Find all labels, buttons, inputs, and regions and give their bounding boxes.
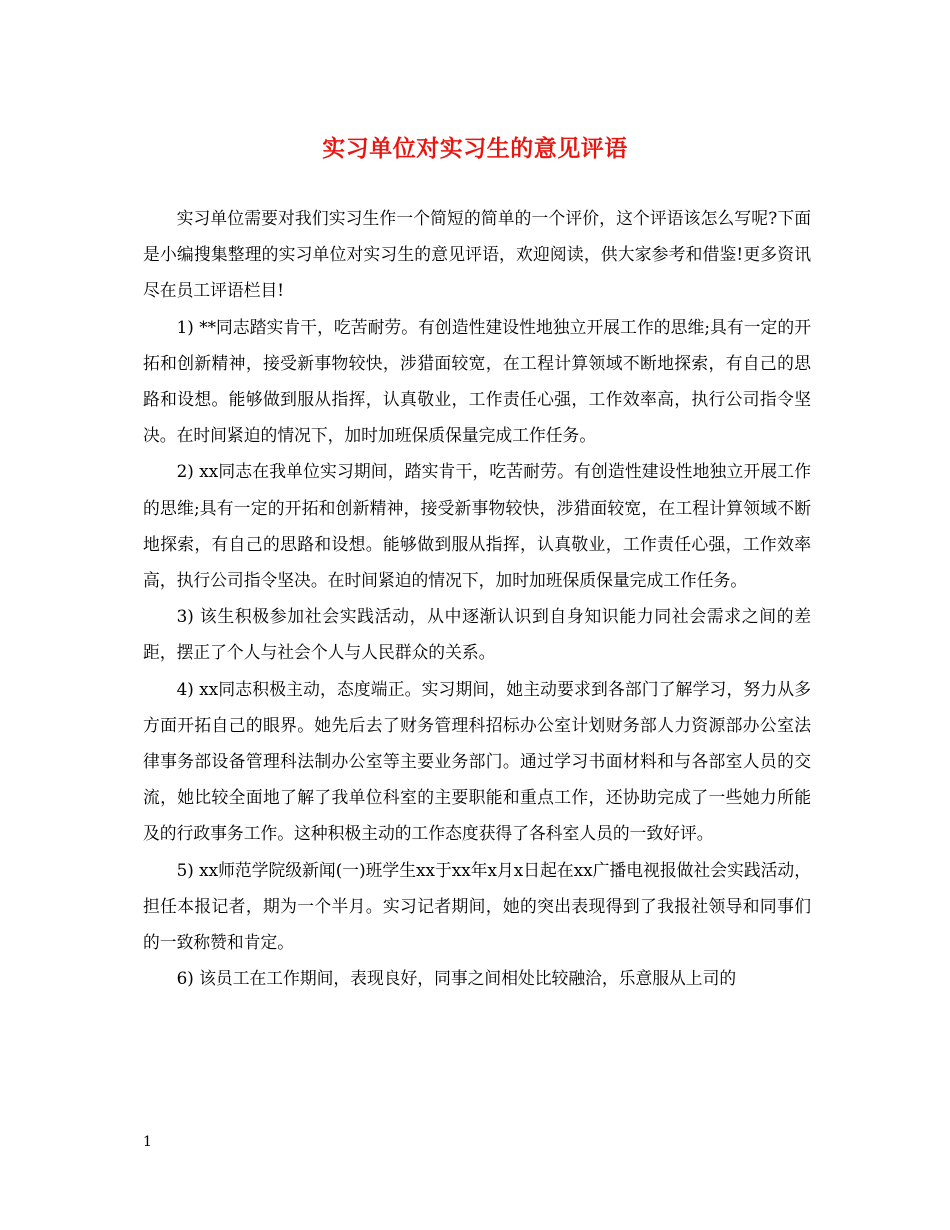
paragraph-5: 5) xx师范学院级新闻(一)班学生xx于xx年x月x日起在xx广播电视报做社会实践活动，担任本报记者，期为一个半月。实习记者期间，她的突出表现得到了我报社领导和同事们的一致称赞和肯定。: [143, 859, 811, 953]
document-body: [143, 200, 811, 996]
paragraph-1: 1) **同志踏实肯干，吃苦耐劳。有创造性建设性地独立开展工作的思维;具有一定的开拓和创新精神，接受新事物较快，涉猎面较宽，在工程计算领域不断地探索，有自己的思路和设想。能够做到服从指挥，认真敬业，工作责任心强，工作效率高，执行公司指令坚决。在时间紧迫的情况下，加时加班保质保量完成工作任务。: [143, 316, 811, 446]
document-title: 实习单位对实习生的意见评语: [322, 135, 628, 162]
paragraph-3: 3) 该生积极参加社会实践活动，从中逐渐认识到自身知识能力同社会需求之间的差距，摆正了个人与社会个人与人民群众的关系。: [143, 606, 811, 663]
paragraph-2: 2) xx同志在我单位实习期间，踏实肯干，吃苦耐劳。有创造性建设性地独立开展工作的思维;具有一定的开拓和创新精神，接受新事物较快，涉猎面较宽，在工程计算领域不断地探索，有自己的思路和设想。能够做到服从指挥，认真敬业，工作责任心强，工作效率高，执行公司指令坚决。在时间紧迫的情况下，加时加班保质保量完成工作任务。: [143, 461, 811, 591]
paragraph-intro: 实习单位需要对我们实习生作一个简短的简单的一个评价，这个评语该怎么写呢?下面是小编搜集整理的实习单位对实习生的意见评语，欢迎阅读，供大家参考和借鉴!更多资讯尽在员工评语栏目!: [143, 208, 811, 301]
paragraph-6: 6) 该员工在工作期间，表现良好，同事之间相处比较融洽，乐意服从上司的: [176, 968, 737, 989]
page-number: 1: [143, 1134, 152, 1150]
paragraph-4: 4) xx同志积极主动，态度端正。实习期间，她主动要求到各部门了解学习，努力从多方面开拓自己的眼界。她先后去了财务管理科招标办公室计划财务部人力资源部办公室法律事务部设备管理科法制办公室等主要业务部门。通过学习书面材料和与各部室人员的交流，她比较全面地了解了我单位科室的主要职能和重点工作，还协助完成了一些她力所能及的行政事务工作。这种积极主动的工作态度获得了各科室人员的一致好评。: [143, 678, 811, 844]
